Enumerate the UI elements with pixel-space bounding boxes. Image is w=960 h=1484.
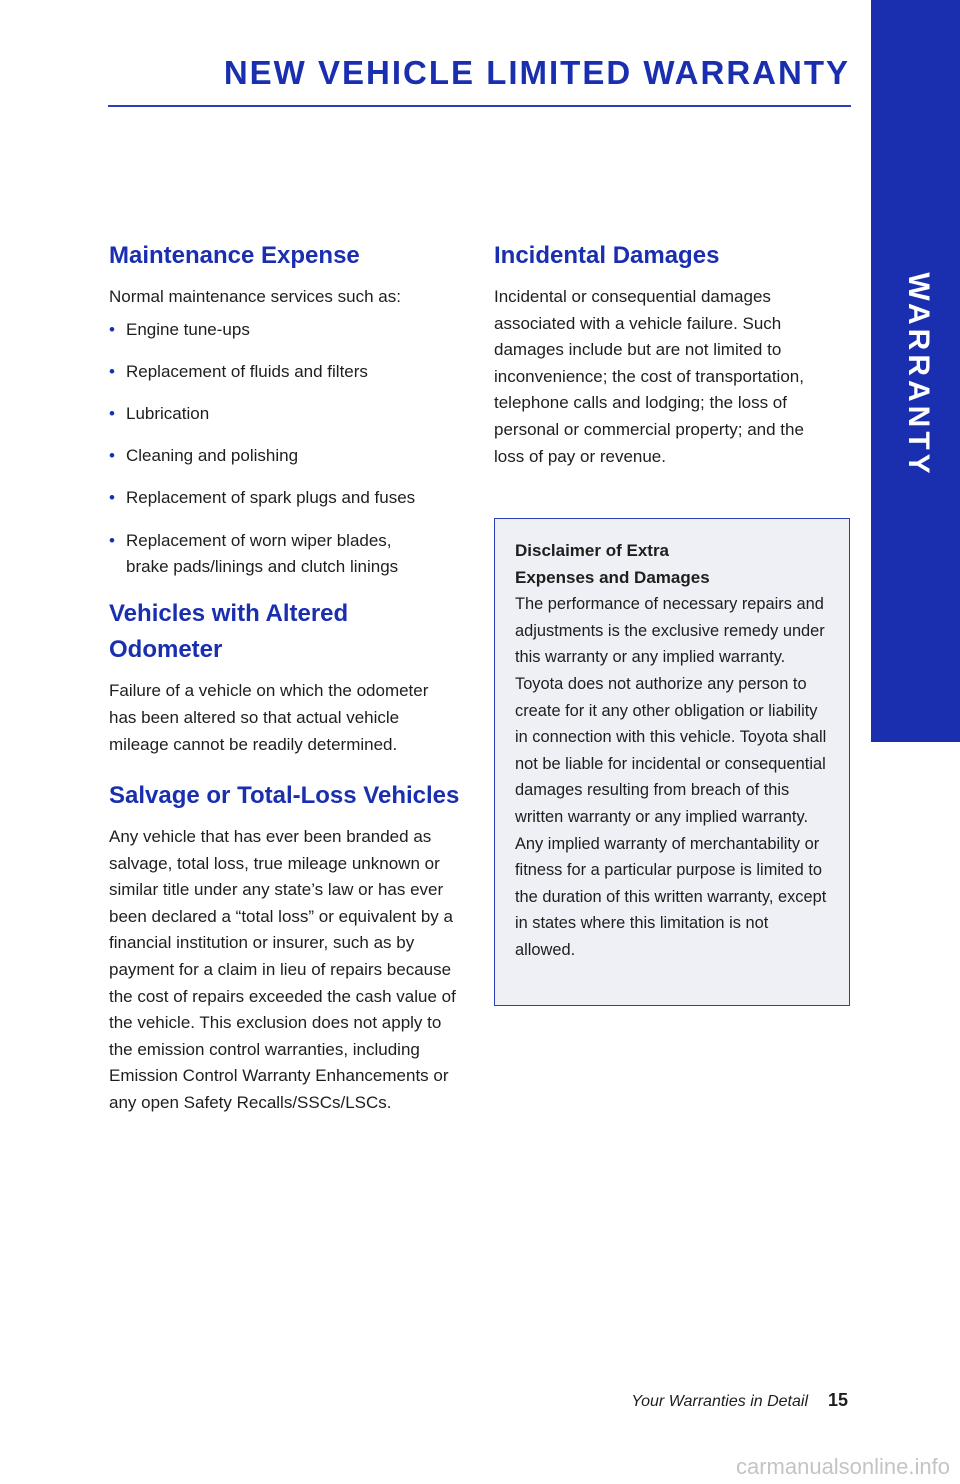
incidental-body: Incidental or consequential damages associated with a vehicle failure. Such damages include but are not limited to inconvenience; the cost of transportation, telephone calls and lodging; the loss of personal or commercial property; and the loss of pay or revenue. (494, 287, 804, 466)
disclaimer-body: The performance of necessary repairs and adjustments is the exclusive remedy under this warranty or any implied warranty. Toyota does not authorize any person to create for it any other obligation or liability in connection with this vehicle. Toyota shall not be liable for incidental or consequential damages resulting from breach of this written warranty or any implied warranty. Any implied warranty of merchantability or fitness for a particular purpose is limited to the duration of this written warranty, except in states where this limitation is not allowed. (515, 595, 827, 959)
disclaimer-heading-line1: Disclaimer of Extra (515, 541, 670, 560)
page-title: NEW VEHICLE LIMITED WARRANTY (223, 54, 850, 91)
disclaimer-box (494, 518, 850, 1006)
watermark: carmanualsonline.info (735, 1454, 950, 1479)
maintenance-list (109, 317, 465, 581)
salvage-body: Any vehicle that has ever been branded as salvage, total loss, true mileage unknown or similar title under any state’s law or has ever been declared a “total loss” or equivalent by a financial institution or insurer, such as by payment for a claim in lieu of repairs because the cost of repairs exceeded the cash value of the vehicle. This exclusion does not apply to the emission control warranties, including Emission Control Warranty Enhancements or any open Safety Recalls/SSCs/LSCs. (109, 827, 456, 1113)
footer-section-label: Your Warranties in Detail (631, 1393, 808, 1410)
incidental-heading: Incidental Damages (494, 242, 720, 269)
odometer-body: Failure of a vehicle on which the odometer has been altered so that actual vehicle mileage cannot be readily determined. (109, 681, 429, 754)
side-tab-label: WARRANTY (902, 272, 935, 478)
list-item: • Replacement of worn wiper blades, brake pads/linings and clutch linings (109, 528, 465, 581)
list-item: • Engine tune-ups (109, 317, 465, 344)
bullet-icon: • (109, 488, 115, 508)
right-column (494, 238, 834, 470)
list-item: • Replacement of spark plugs and fuses (109, 485, 465, 512)
disclaimer-heading-line2: Expenses and Damages (515, 567, 710, 587)
bullet-icon: • (109, 319, 115, 339)
odometer-heading: Vehicles with Altered Odometer (109, 600, 349, 664)
left-column (109, 238, 465, 1117)
bullet-icon: • (109, 361, 115, 381)
bullet-icon: • (109, 403, 115, 423)
list-item: • Lubrication (109, 401, 465, 428)
list-item: • Cleaning and polishing (109, 443, 465, 470)
salvage-heading: Salvage or Total-Loss Vehicles (109, 782, 460, 810)
maintenance-heading: Maintenance Expense (109, 242, 360, 269)
list-item: • Replacement of fluids and filters (109, 359, 465, 386)
bullet-icon: • (109, 446, 115, 466)
page-number: 15 (828, 1390, 849, 1410)
maintenance-intro: Normal maintenance services such as: (109, 287, 401, 306)
bullet-icon: • (109, 530, 115, 550)
title-divider (108, 105, 851, 107)
